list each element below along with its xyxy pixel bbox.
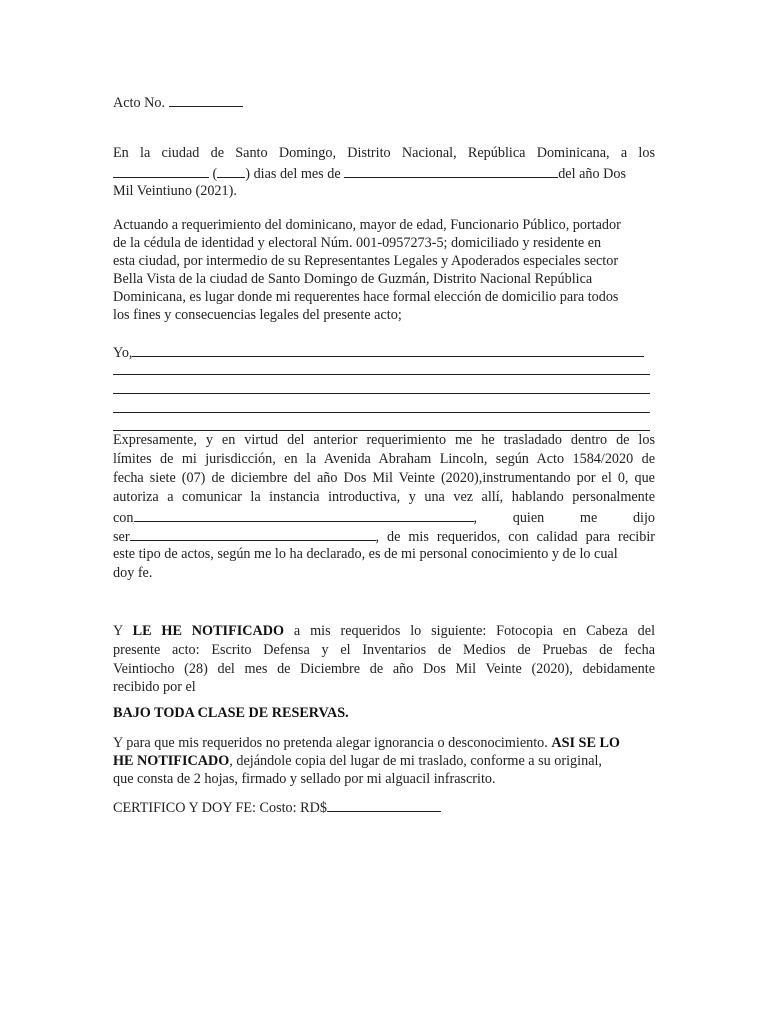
acto-number-blank [169, 92, 243, 107]
acto-number-line [113, 92, 655, 113]
expresamente-line-3: fecha siete (07) de diciembre del año Dos Mil Veinte (2020),instrumentando por el 0, que [113, 470, 655, 486]
expresamente-line-2: límites de mi jurisdicción, en la Avenida Abraham Lincoln, según Acto 1584/2020 de [113, 451, 655, 467]
actuando-line-5: Dominicana, es lugar donde mi requerentes hace formal elección de domicilio para todos [113, 289, 619, 305]
yo-line [113, 342, 655, 363]
cierre-line-3: que consta de 2 hojas, firmado y sellado por mi alguacil infrascrito. [113, 771, 496, 787]
blank-line-2 [113, 393, 650, 394]
intro-line-3: Mil Veintiuno (2021). [113, 183, 237, 199]
notificado-line-3: Veintiocho (28) del mes de Diciembre de año Dos Mil Veinte (2020), debidamente [113, 661, 655, 677]
actuando-line-2: de la cédula de identidad y electoral Núm. 001-0957273-5; domiciliado y residente en [113, 235, 602, 251]
cierre-line-2: HE NOTIFICADO, dejándole copia del lugar de mi traslado, conforme a su original, [113, 753, 602, 769]
expresamente-ser-line: ser , de mis requeridos, con calidad para recibir [113, 526, 655, 547]
le-he-notificado-bold: LE HE NOTIFICADO [132, 623, 285, 639]
day-number-blank [217, 163, 245, 178]
expresamente-tail-1: este tipo de actos, según me lo ha declarado, es de mi personal conocimiento y de lo cual [113, 546, 618, 562]
con-blank [134, 507, 474, 522]
costo-blank [327, 797, 441, 812]
expresamente-con-line: con , quien me dijo [113, 507, 655, 528]
actuando-line-1: Actuando a requerimiento del dominicano, mayor de edad, Funcionario Público, portador [113, 217, 621, 233]
reservas-heading: BAJO TODA CLASE DE RESERVAS. [113, 705, 349, 721]
ser-blank [130, 526, 376, 541]
notificado-line-1: Y LE HE NOTIFICADO a mis requeridos lo siguiente: Fotocopia en Cabeza del [113, 623, 656, 639]
blank-line-3 [113, 412, 650, 413]
yo-blank [132, 342, 644, 357]
day-blank [113, 163, 209, 178]
month-blank [344, 163, 558, 178]
intro-line-1: En la ciudad de Santo Domingo, Distrito Nacional, República Dominicana, a los [113, 145, 655, 161]
expresamente-line-1: Expresamente, y en virtud del anterior requerimiento me he trasladado dentro de los [113, 432, 655, 448]
expresamente-line-4: autoriza a comunicar la instancia introductiva, y una vez allí, hablando personalmente [113, 489, 655, 505]
intro-line-2: ( ) dias del mes de del año Dos [113, 163, 655, 184]
yo-label: Yo, [113, 345, 133, 361]
certifico-line: CERTIFICO Y DOY FE: Costo: RD$ [113, 797, 655, 818]
cierre-line-1: Y para que mis requeridos no pretenda alegar ignorancia o desconocimiento. ASI SE LO [113, 735, 620, 751]
expresamente-tail-2: doy fe. [113, 565, 153, 581]
actuando-line-4: Bella Vista de la ciudad de Santo Domingo de Guzmán, Distrito Nacional República [113, 271, 593, 287]
notificado-line-4: recibido por el [113, 679, 196, 695]
notificado-line-2: presente acto: Escrito Defensa y el Inventarios de Medios de Pruebas de fecha [113, 642, 655, 658]
actuando-line-3: esta ciudad, por intermedio de su Representantes Legales y Apoderados especiales sector [113, 253, 619, 269]
blank-line-1 [113, 374, 650, 375]
acto-label: Acto No. [113, 95, 166, 111]
actuando-line-6: los fines y consecuencias legales del presente acto; [113, 307, 402, 323]
